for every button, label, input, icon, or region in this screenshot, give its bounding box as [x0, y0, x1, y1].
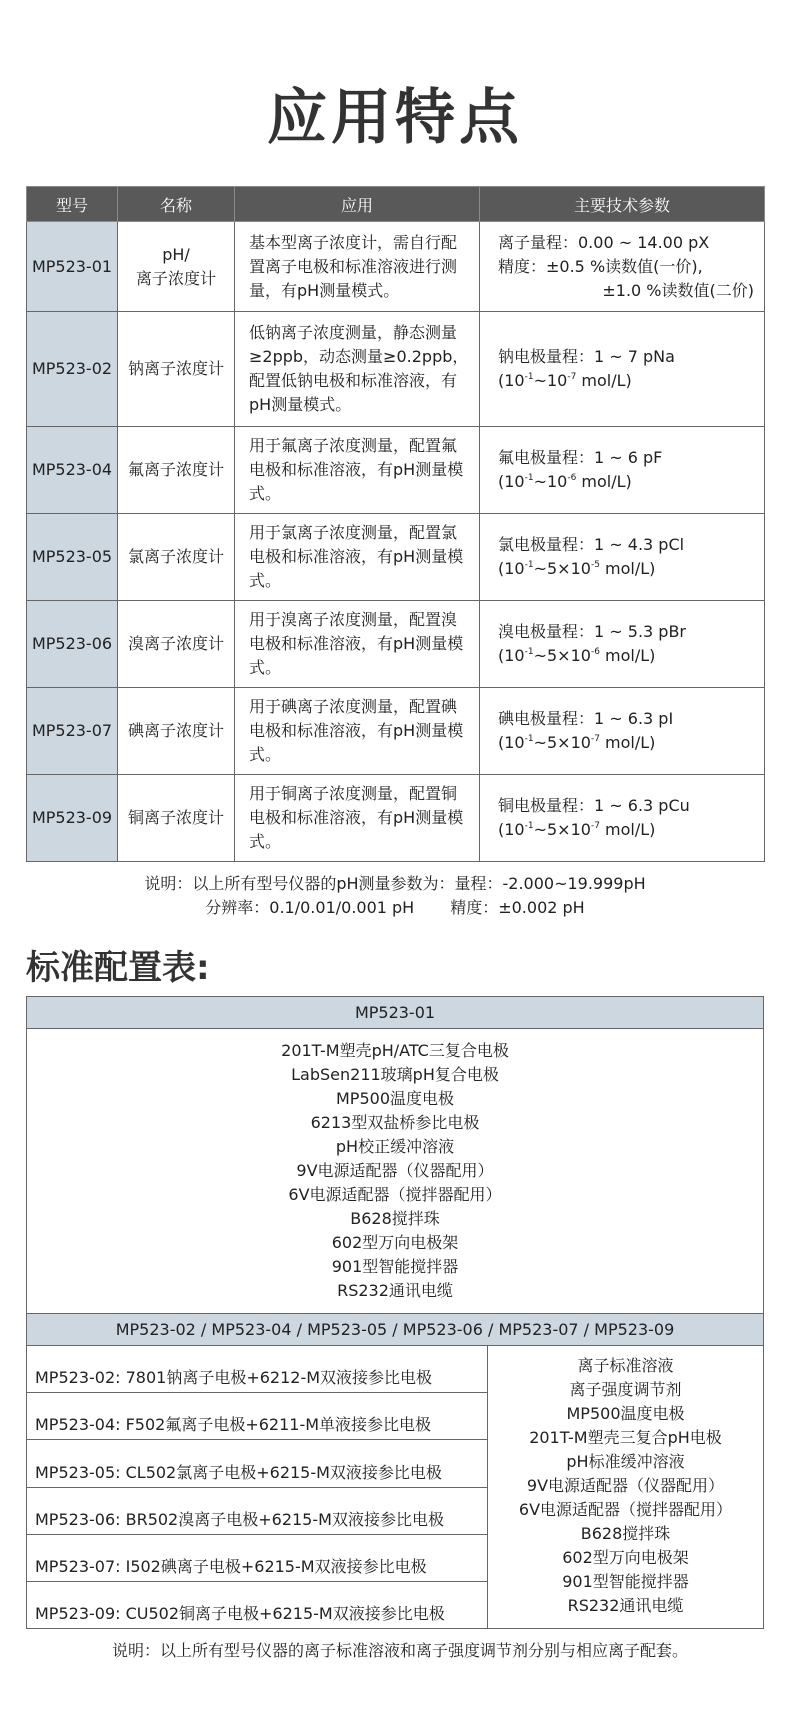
range-text: mol/L) [599, 646, 656, 665]
table-row [27, 312, 765, 427]
param-line: 氟电极量程：1 ~ 6 pF [498, 448, 663, 467]
config-note: 说明：以上所有型号仪器的离子标准溶液和离子强度调节剂分别与相应离子配套。 [112, 1641, 689, 1660]
config-header-other-models: MP523-02 / MP523-04 / MP523-05 / MP523-06 / MP523-07 / MP523-09 [27, 1314, 764, 1346]
exponent: -1 [524, 371, 534, 382]
col-header-application: 应用 [235, 187, 480, 222]
params-cell [480, 688, 765, 775]
note-text: 精度：±0.002 pH [450, 898, 585, 917]
list-item: MP500温度电极 [566, 1404, 685, 1423]
range-text: (10 [498, 820, 525, 839]
config-table [26, 996, 764, 1629]
common-accessories-list [488, 1346, 763, 1628]
model-cell: MP523-09 [27, 775, 118, 862]
model-cell: MP523-06 [27, 601, 118, 688]
application-cell: 用于氯离子浓度测量，配置氯电极和标准溶液，有pH测量模式。 [235, 514, 480, 601]
table-row [27, 222, 765, 312]
page-title: 应用特点 [267, 83, 523, 153]
spec-table [26, 186, 765, 862]
range-text: ~10 [533, 371, 568, 390]
range-text: mol/L) [599, 559, 656, 578]
range-text: mol/L) [599, 733, 656, 752]
model-cell: MP523-04 [27, 427, 118, 514]
range-text: mol/L) [576, 371, 632, 390]
params-cell [480, 222, 765, 312]
name-cell: 氟离子浓度计 [118, 427, 235, 514]
params-cell [480, 775, 765, 862]
range-text: ~5×10 [533, 646, 591, 665]
param-line: 溴电极量程：1 ~ 5.3 pBr [498, 622, 687, 641]
range-text: (10 [498, 371, 525, 390]
list-item: RS232通讯电缆 [337, 1281, 453, 1300]
list-item: 201T-M塑壳三复合pH电极 [529, 1428, 722, 1447]
list-item: 602型万向电极架 [331, 1233, 459, 1252]
exponent: -1 [524, 820, 534, 831]
list-item: LabSen211玻璃pH复合电极 [291, 1065, 499, 1084]
electrode-list [27, 1346, 488, 1628]
table-row [27, 514, 765, 601]
param-line: 碘电极量程：1 ~ 6.3 pI [498, 709, 674, 728]
range-text: mol/L) [576, 472, 632, 491]
list-item: 602型万向电极架 [562, 1548, 689, 1567]
application-cell: 用于碘离子浓度测量，配置碘电极和标准溶液，有pH测量模式。 [235, 688, 480, 775]
name-cell: 溴离子浓度计 [118, 601, 235, 688]
list-item: 201T-M塑壳pH/ATC三复合电极 [281, 1041, 509, 1060]
model-cell: MP523-07 [27, 688, 118, 775]
ph-parameters-note [0, 872, 790, 920]
table-row [27, 775, 765, 862]
range-text: ~10 [533, 472, 568, 491]
range-text: (10 [498, 472, 525, 491]
list-item: MP523-02: 7801钠离子电极+6212-M双液接参比电极 [27, 1346, 487, 1393]
param-line: 铜电极量程：1 ~ 6.3 pCu [498, 796, 690, 815]
exponent: -1 [524, 472, 534, 483]
exponent: -6 [590, 646, 600, 657]
model-cell: MP523-01 [27, 222, 118, 312]
range-text: ~5×10 [533, 733, 591, 752]
application-cell: 用于氟离子浓度测量，配置氟电极和标准溶液，有pH测量模式。 [235, 427, 480, 514]
list-item: 离子标准溶液 [577, 1356, 674, 1375]
list-item: 9V电源适配器（仪器配用） [296, 1161, 494, 1180]
config-combo-row [27, 1346, 764, 1629]
model-cell: MP523-05 [27, 514, 118, 601]
list-item: B628搅拌珠 [350, 1209, 440, 1228]
exponent: -1 [524, 646, 534, 657]
application-cell: 低钠离子浓度测量，静态测量≥2ppb，动态测量≥0.2ppb，配置低钠电极和标准溶液，有pH测量模式。 [235, 312, 480, 427]
list-item: MP500温度电极 [336, 1089, 454, 1108]
config-list-mp523-01 [27, 1029, 764, 1314]
col-header-name: 名称 [118, 187, 235, 222]
note-text: 分辨率：0.1/0.01/0.001 pH [205, 898, 415, 917]
range-text: ~5×10 [533, 559, 591, 578]
list-item: 6V电源适配器（搅拌器配用） [518, 1500, 733, 1519]
list-item: RS232通讯电缆 [567, 1596, 684, 1615]
config-header-row [27, 1314, 764, 1346]
range-text: ~5×10 [533, 820, 591, 839]
config-list-row [27, 1029, 764, 1314]
spec-header-row [27, 187, 765, 222]
config-combo [27, 1346, 763, 1628]
range-text: (10 [498, 646, 525, 665]
application-cell: 用于铜离子浓度测量，配置铜电极和标准溶液，有pH测量模式。 [235, 775, 480, 862]
application-cell: 基本型离子浓度计，需自行配置离子电极和标准溶液进行测量，有pH测量模式。 [235, 222, 480, 312]
list-item: 901型智能搅拌器 [562, 1572, 689, 1591]
name-line: 离子浓度计 [135, 268, 216, 288]
config-section-title: 标准配置表: [26, 948, 210, 988]
name-cell: 钠离子浓度计 [118, 312, 235, 427]
exponent: -7 [590, 820, 600, 831]
param-line: 钠电极量程：1 ~ 7 pNa [498, 347, 675, 366]
range-text: (10 [498, 559, 525, 578]
list-item: MP523-05: CL502氯离子电极+6215-M双液接参比电极 [27, 1440, 487, 1487]
param-line: 氯电极量程：1 ~ 4.3 pCl [498, 535, 685, 554]
exponent: -7 [590, 733, 600, 744]
table-row [27, 601, 765, 688]
list-item: MP523-09: CU502铜离子电极+6215-M双液接参比电极 [35, 1604, 445, 1624]
range-text: mol/L) [599, 820, 656, 839]
list-item: B628搅拌珠 [580, 1524, 671, 1543]
params-cell [480, 601, 765, 688]
model-cell: MP523-02 [27, 312, 118, 427]
exponent: -6 [567, 472, 577, 483]
col-header-model: 型号 [27, 187, 118, 222]
name-line: pH/ [162, 244, 190, 264]
list-item: 6V电源适配器（搅拌器配用） [288, 1185, 502, 1204]
exponent: -7 [567, 371, 577, 382]
params-cell [480, 312, 765, 427]
config-header-row [27, 997, 764, 1029]
table-row [27, 688, 765, 775]
param-line: 精度：±0.5 %读数值(一价), [498, 256, 703, 276]
exponent: -5 [590, 559, 600, 570]
name-cell: 氯离子浓度计 [118, 514, 235, 601]
param-line: ±1.0 %读数值(二价) [602, 280, 754, 300]
list-item: 6213型双盐桥参比电极 [310, 1113, 480, 1132]
range-text: (10 [498, 733, 525, 752]
note-line: 说明：以上所有型号仪器的pH测量参数为：量程：-2.000~19.999pH [144, 874, 646, 893]
list-item: 901型智能搅拌器 [331, 1257, 459, 1276]
list-item: MP523-04: F502氟离子电极+6211-M单液接参比电极 [27, 1393, 487, 1440]
params-cell [480, 427, 765, 514]
name-cell: 铜离子浓度计 [118, 775, 235, 862]
name-cell [118, 222, 235, 312]
exponent: -1 [524, 733, 534, 744]
params-cell [480, 514, 765, 601]
list-item: pH校正缓冲溶液 [335, 1137, 455, 1156]
list-item: MP523-06: BR502溴离子电极+6215-M双液接参比电极 [27, 1488, 487, 1535]
list-item: MP523-07: I502碘离子电极+6215-M双液接参比电极 [27, 1535, 487, 1582]
list-item: 9V电源适配器（仪器配用） [526, 1476, 725, 1495]
exponent: -1 [524, 559, 534, 570]
list-item: pH标准缓冲溶液 [566, 1452, 685, 1471]
config-header-mp523-01: MP523-01 [27, 997, 764, 1029]
col-header-params: 主要技术参数 [480, 187, 765, 222]
table-row [27, 427, 765, 514]
list-item: 离子强度调节剂 [569, 1380, 682, 1399]
config-combo-cell [27, 1346, 764, 1629]
param-line: 离子量程：0.00 ~ 14.00 pX [498, 232, 710, 252]
application-cell: 用于溴离子浓度测量，配置溴电极和标准溶液，有pH测量模式。 [235, 601, 480, 688]
name-cell: 碘离子浓度计 [118, 688, 235, 775]
